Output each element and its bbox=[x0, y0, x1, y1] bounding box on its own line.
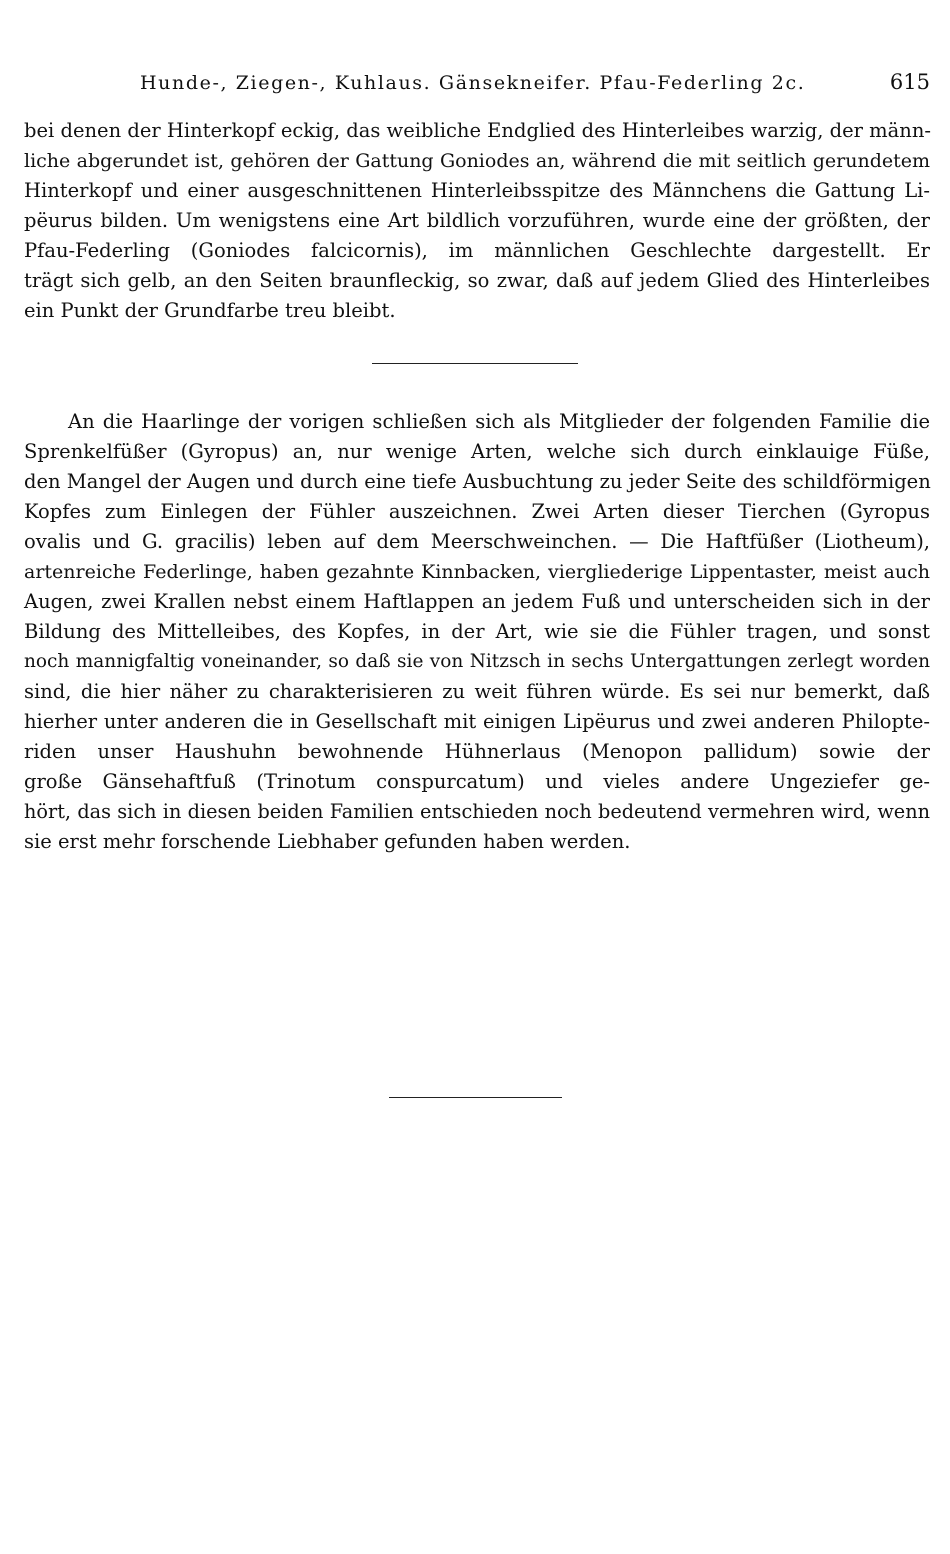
text-line: pëurus bilden. Um wenigstens eine Art bildlich vorzuführen, wurde eine der größten, der bbox=[24, 209, 930, 232]
text-line: hört, das sich in diesen beiden Familien entschieden noch bedeutend vermehren wird, wenn bbox=[24, 800, 930, 823]
text-line: hierher unter anderen die in Gesellschaft mit einigen Lipëurus und zwei anderen Philopte- bbox=[24, 710, 930, 733]
text-line: den Mangel der Augen und durch eine tiefe Ausbuchtung zu jeder Seite des schildförmigen bbox=[24, 470, 931, 493]
text-line: trägt sich gelb, an den Seiten braunfleckig, so zwar, daß auf jedem Glied des Hinterleibes bbox=[24, 269, 930, 292]
text-line: sind, die hier näher zu charakterisieren zu weit führen würde. Es sei nur bemerkt, daß bbox=[24, 680, 930, 703]
text-line: Hinterkopf und einer ausgeschnittenen Hinterleibsspitze des Männchens die Gattung Li- bbox=[24, 179, 930, 202]
text-line: An die Haarlinge der vorigen schließen sich als Mitglieder der folgenden Familie die bbox=[68, 410, 930, 433]
text-line: große Gänsehaftfuß (Trinotum conspurcatum) und vieles andere Ungeziefer ge- bbox=[24, 770, 930, 793]
section-divider bbox=[372, 363, 578, 364]
text-line: ovalis und G. gracilis) leben auf dem Meerschweinchen. — Die Haftfüßer (Liotheum), bbox=[24, 530, 930, 553]
text-line: sie erst mehr forschende Liebhaber gefunden haben werden. bbox=[24, 830, 631, 853]
text-line: noch mannigfaltig voneinander, so daß sie von Nitzsch in sechs Untergattungen zerlegt worden bbox=[24, 651, 930, 672]
text-line: Bildung des Mittelleibes, des Kopfes, in der Art, wie sie die Fühler tragen, und sonst bbox=[24, 620, 930, 643]
text-line: Pfau-Federling (Goniodes falcicornis), im männlichen Geschlechte dargestellt. Er bbox=[24, 239, 930, 262]
running-head: Hunde-, Ziegen-, Kuhlaus. Gänsekneifer. Pfau-Federling 2c. bbox=[140, 72, 806, 94]
text-line: artenreiche Federlinge, haben gezahnte Kinnbacken, viergliederige Lippentaster, meist auch bbox=[24, 561, 930, 583]
end-divider bbox=[389, 1097, 562, 1098]
text-line: Sprenkelfüßer (Gyropus) an, nur wenige Arten, welche sich durch einklauige Füße, bbox=[24, 440, 930, 463]
page-number: 615 bbox=[889, 70, 930, 94]
text-line: liche abgerundet ist, gehören der Gattung Goniodes an, während die mit seitlich gerundetem bbox=[24, 150, 930, 172]
text-line: bei denen der Hinterkopf eckig, das weibliche Endglied des Hinterleibes warzig, der männ- bbox=[24, 119, 931, 142]
text-line: ein Punkt der Grundfarbe treu bleibt. bbox=[24, 299, 396, 322]
text-line: Kopfes zum Einlegen der Fühler auszeichnen. Zwei Arten dieser Tierchen (Gyropus bbox=[24, 500, 930, 523]
text-line: riden unser Haushuhn bewohnende Hühnerlaus (Menopon pallidum) sowie der bbox=[24, 740, 930, 763]
text-line: Augen, zwei Krallen nebst einem Haftlappen an jedem Fuß und unterscheiden sich in der bbox=[24, 590, 930, 613]
